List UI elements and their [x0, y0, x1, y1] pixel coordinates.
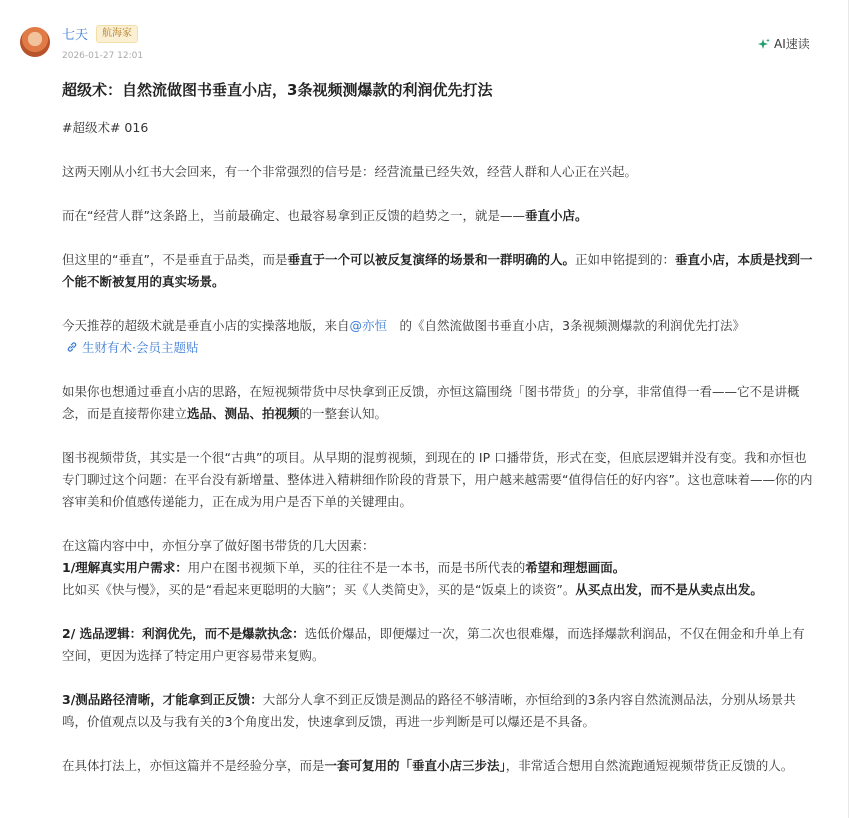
list-item-3: 3/测品路径清晰，才能拿到正反馈：大部分人拿不到正反馈是测品的路径不够清晰，亦恒给到的3条内容自然流测品法，分别从场景共鸣，价值观点以及与我有关的3个角度出发，快速拿到反馈，再进一步判断是可以爆还是不具备。 [62, 692, 796, 729]
list-item-1: 1/理解真实用户需求：用户在图书视频下单，买的往往不是一本书，而是书所代表的希望和理想画面。 比如买《快与慢》，买的是“看起来更聪明的大脑”；买《人类简史》，买的是“饭桌上的谈资”。从买点出发，而不是从卖点出发。 [62, 560, 763, 597]
paragraph-5: 如果你也想通过垂直小店的思路，在短视频带货中尽快拿到正反馈，亦恒这篇围绕「图书带货」的分享，非常值得一看——它不是讲概念，而是直接帮你建立选品、测品、拍视频的一整套认知。 [62, 384, 800, 421]
paragraph-4: 今天推荐的超级术就是垂直小店的实操落地版，来自@亦恒 的《自然流做图书垂直小店，3条视频测爆款的利润优先打法》 生财有术·会员主题贴 [62, 318, 746, 355]
post-date: 2026-01-27 12:01 [62, 51, 144, 61]
ai-read-label: AI速读 [774, 37, 810, 51]
post-tag[interactable]: #超级术# 016 [62, 120, 149, 135]
author-row [62, 24, 138, 43]
ai-read-button[interactable] [758, 35, 810, 52]
paragraph-3: 但这里的“垂直”，不是垂直于品类，而是垂直于一个可以被反复演绎的场景和一群明确的人。正如申铭提到的：垂直小店，本质是找到一个能不断被复用的真实场景。 [62, 252, 813, 289]
reference-link[interactable]: 生财有术·会员主题贴 [66, 340, 198, 355]
member-badge: 航海家 [96, 25, 138, 43]
paragraph-8: 在具体打法上，亦恒这篇并不是经验分享，而是一套可复用的「垂直小店三步法」，非常适合想用自然流跑通短视频带货正反馈的人。 [62, 758, 794, 773]
post-body [62, 117, 814, 777]
list-item-2: 2/ 选品逻辑：利润优先，而不是爆款执念：选低价爆品，即便爆过一次，第二次也很难爆，而选择爆款利润品，不仅在佣金和升单上有空间，更因为选择了特定用户更容易带来复购。 [62, 626, 805, 663]
avatar[interactable] [20, 27, 50, 57]
author-mention-link[interactable]: @亦恒 [349, 318, 388, 333]
author-name[interactable]: 七天 [62, 28, 89, 43]
paragraph-2: 而在“经营人群”这条路上，当前最确定、也最容易拿到正反馈的趋势之一，就是——垂直小店。 [62, 208, 588, 223]
paragraph-1: 这两天刚从小红书大会回来，有一个非常强烈的信号是：经营流量已经失效，经营人群和人心正在兴起。 [62, 164, 638, 179]
paragraph-6: 图书视频带货，其实是一个很“古典”的项目。从早期的混剪视频，到现在的 IP 口播带货，形式在变，但底层逻辑并没有变。我和亦恒也专门聊过这个问题：在平台没有新增量、整体进入精耕细作阶段的背景下，用户越来越需要“值得信任的好内容”。这也意味着——你的内容审美和价值感传递能力，正在成为用户是否下单的关键理由。 [62, 450, 813, 509]
link-icon [66, 341, 78, 353]
sparkle-icon [758, 38, 770, 50]
post-title: 超级术：自然流做图书垂直小店，3条视频测爆款的利润优先打法 [62, 81, 493, 99]
paragraph-7: 在这篇内容中中，亦恒分享了做好图书带货的几大因素： [62, 538, 375, 553]
